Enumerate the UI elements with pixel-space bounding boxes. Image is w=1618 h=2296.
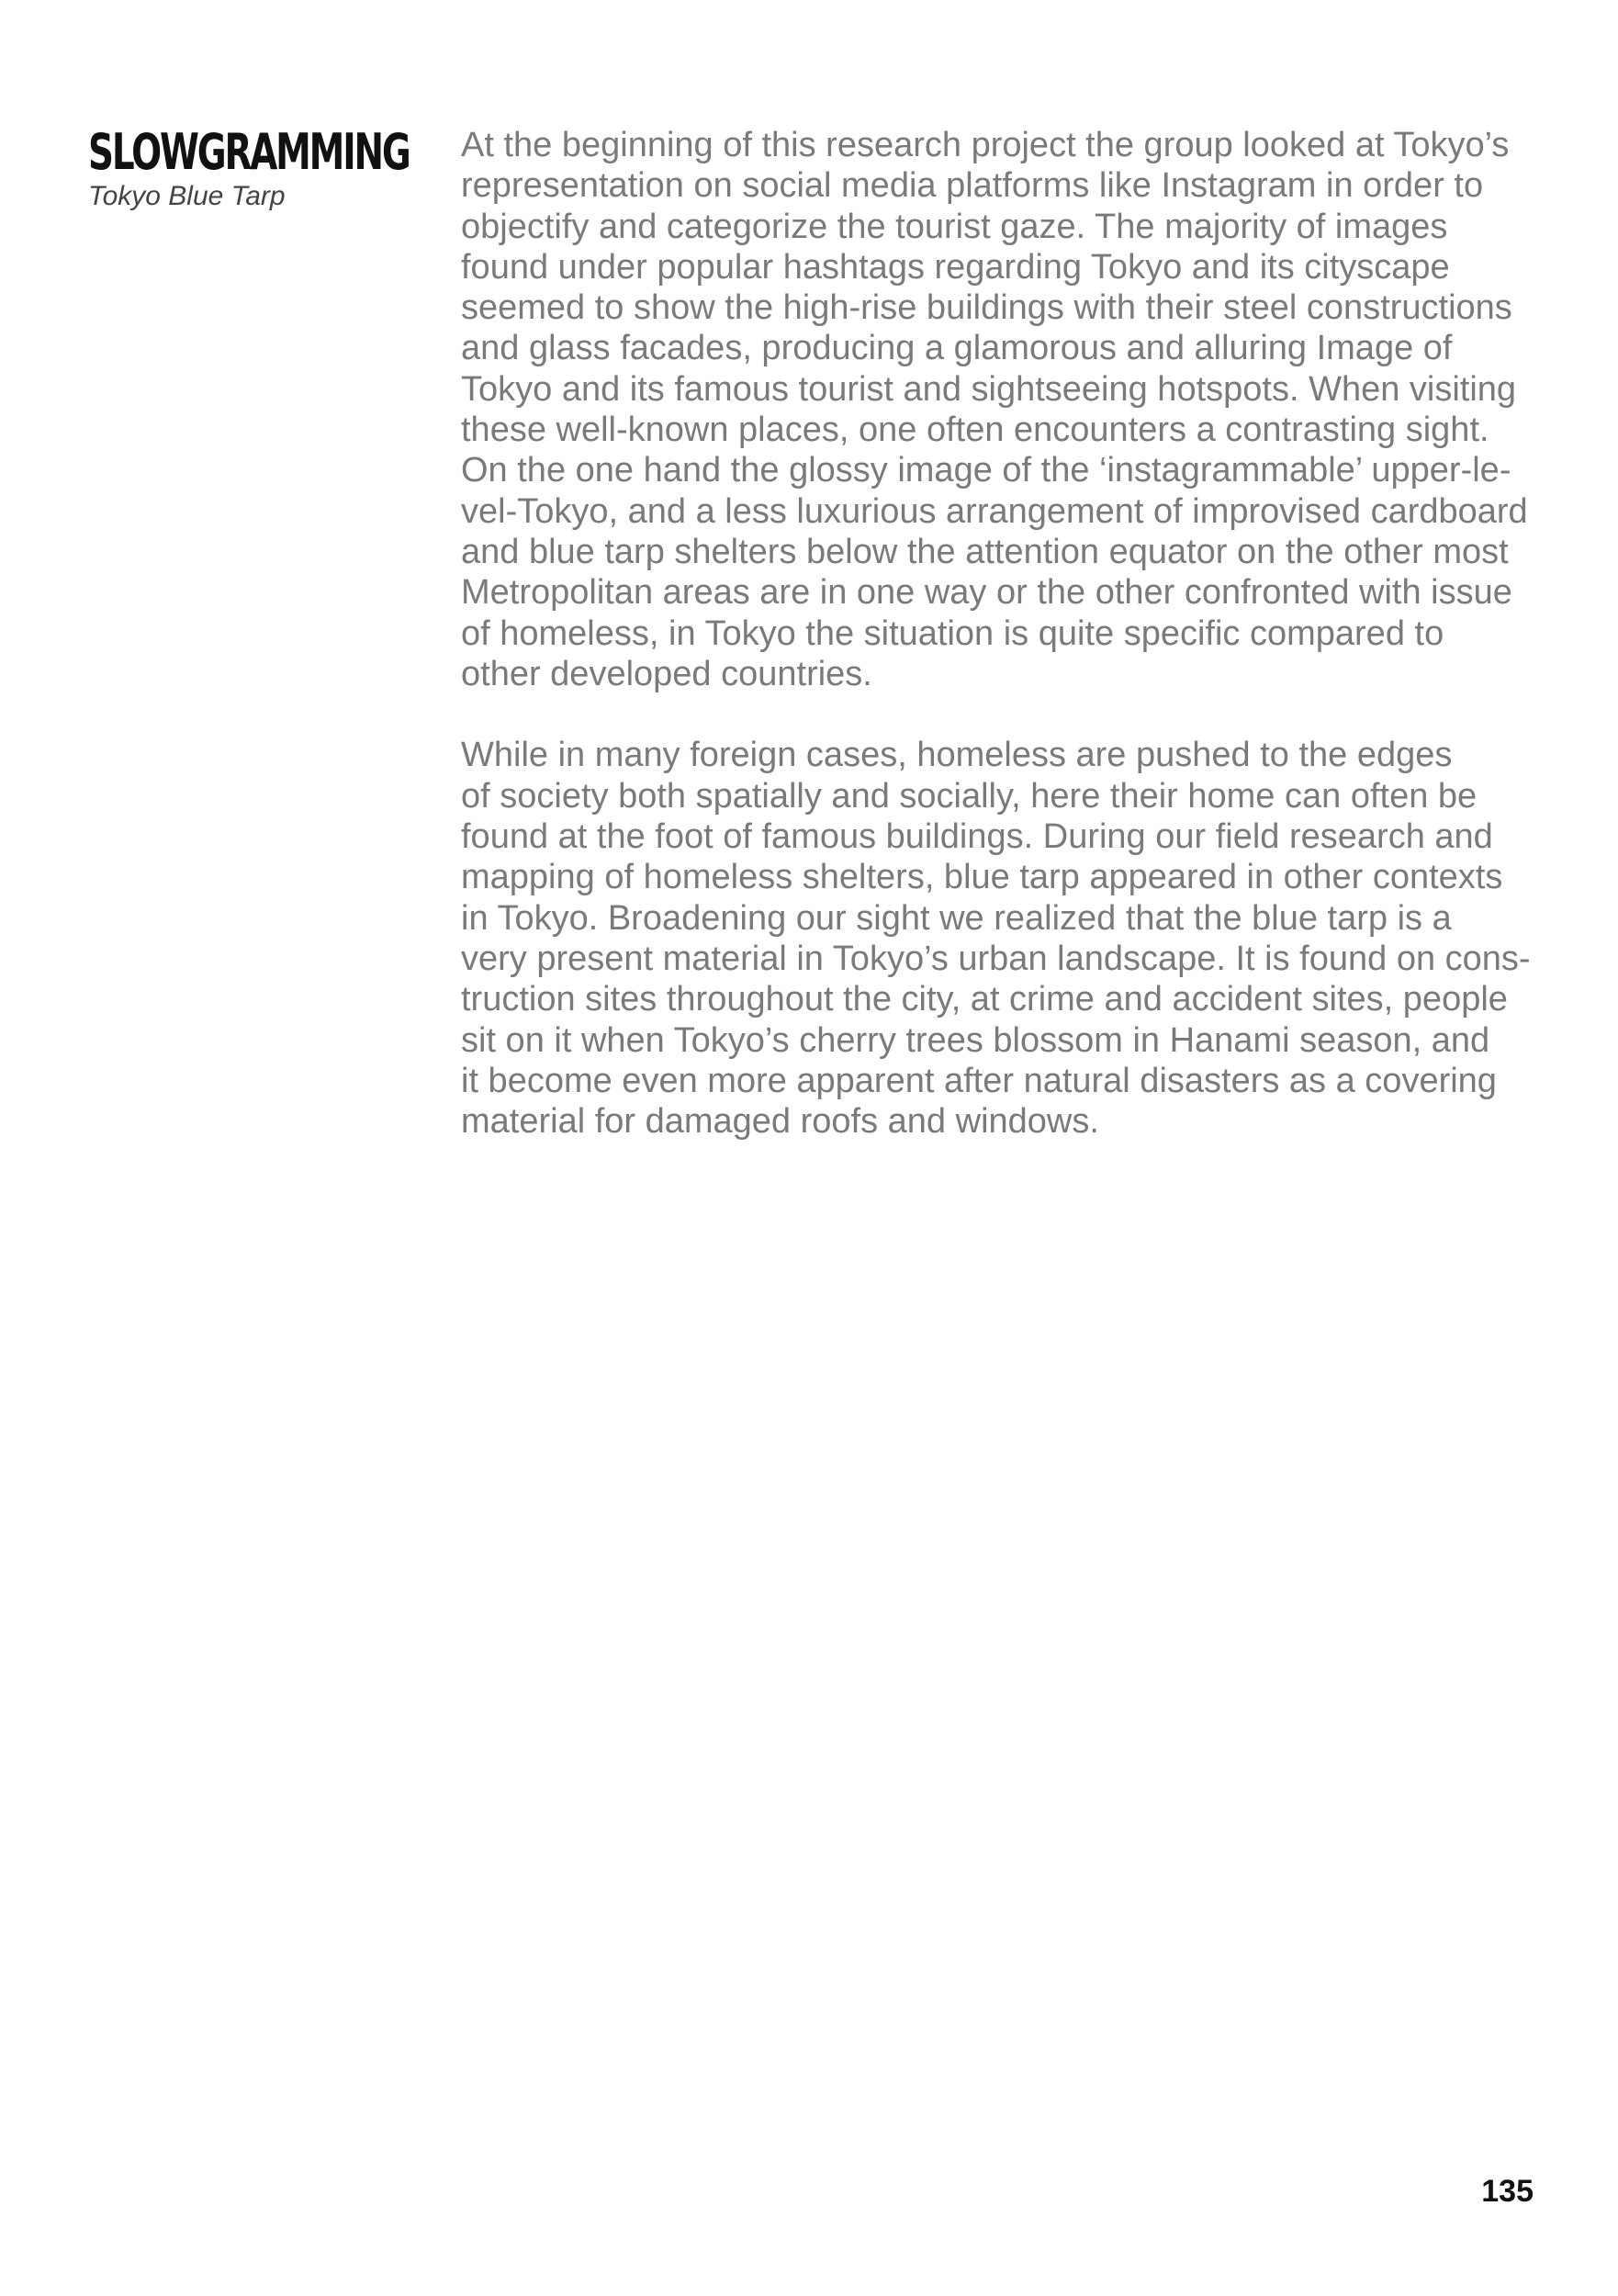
- text-line: material for damaged roofs and windows.: [461, 1102, 1099, 1142]
- text-line: in Tokyo. Broadening our sight we realized that the blue tarp is a: [461, 898, 1452, 938]
- text-line: seemed to show the high-rise buildings with their steel constructions: [461, 288, 1512, 328]
- section-title: SLOWGRAMMING: [88, 123, 410, 181]
- text-line: very present material in Tokyo’s urban landscape. It is found on cons-: [461, 939, 1531, 978]
- section-subtitle: Tokyo Blue Tarp: [88, 181, 286, 211]
- text-line: found under popular hashtags regarding Tokyo and its cityscape: [461, 247, 1450, 287]
- text-line: At the beginning of this research project the group looked at Tokyo’s: [461, 126, 1510, 164]
- text-line: other developed countries.: [461, 654, 872, 693]
- paragraph-1: [461, 125, 1563, 694]
- text-line: these well-known places, one often encounters a contrasting sight.: [461, 411, 1489, 450]
- section-header: [88, 125, 419, 213]
- text-line: Metropolitan areas are in one way or the other confronted with issue: [461, 573, 1512, 613]
- text-line: truction sites throughout the city, at crime and accident sites, people: [461, 980, 1508, 1019]
- page-number: 135: [1481, 2174, 1534, 2209]
- text-line: and blue tarp shelters below the attention equator on the other most: [461, 532, 1509, 571]
- paragraph-gap: [461, 694, 1563, 735]
- text-line: objectify and categorize the tourist gaze. The majority of images: [461, 207, 1448, 246]
- text-line: it become even more apparent after natural disasters as a covering: [461, 1061, 1497, 1100]
- paragraph-2: [461, 735, 1563, 1142]
- text-line: Tokyo and its famous tourist and sightseeing hotspots. When visiting: [461, 369, 1517, 409]
- text-line: On the one hand the glossy image of the ‘instagrammable’ upper-le-: [461, 451, 1511, 490]
- text-line: and glass facades, producing a glamorous and alluring Image of: [461, 329, 1453, 368]
- text-line: mapping of homeless shelters, blue tarp appeared in other contexts: [461, 858, 1503, 897]
- text-line: sit on it when Tokyo’s cherry trees blossom in Hanami season, and: [461, 1020, 1490, 1060]
- body-text: [461, 125, 1563, 1142]
- text-line: of society both spatially and socially, here their home can often be: [461, 776, 1478, 816]
- text-line: While in many foreign cases, homeless are pushed to the edges: [461, 736, 1453, 775]
- text-line: vel-Tokyo, and a less luxurious arrangement of improvised cardboard: [461, 491, 1528, 531]
- text-line: of homeless, in Tokyo the situation is quite specific compared to: [461, 613, 1444, 653]
- text-line: representation on social media platforms like Instagram in order to: [461, 166, 1484, 206]
- text-line: found at the foot of famous buildings. During our field research and: [461, 817, 1493, 857]
